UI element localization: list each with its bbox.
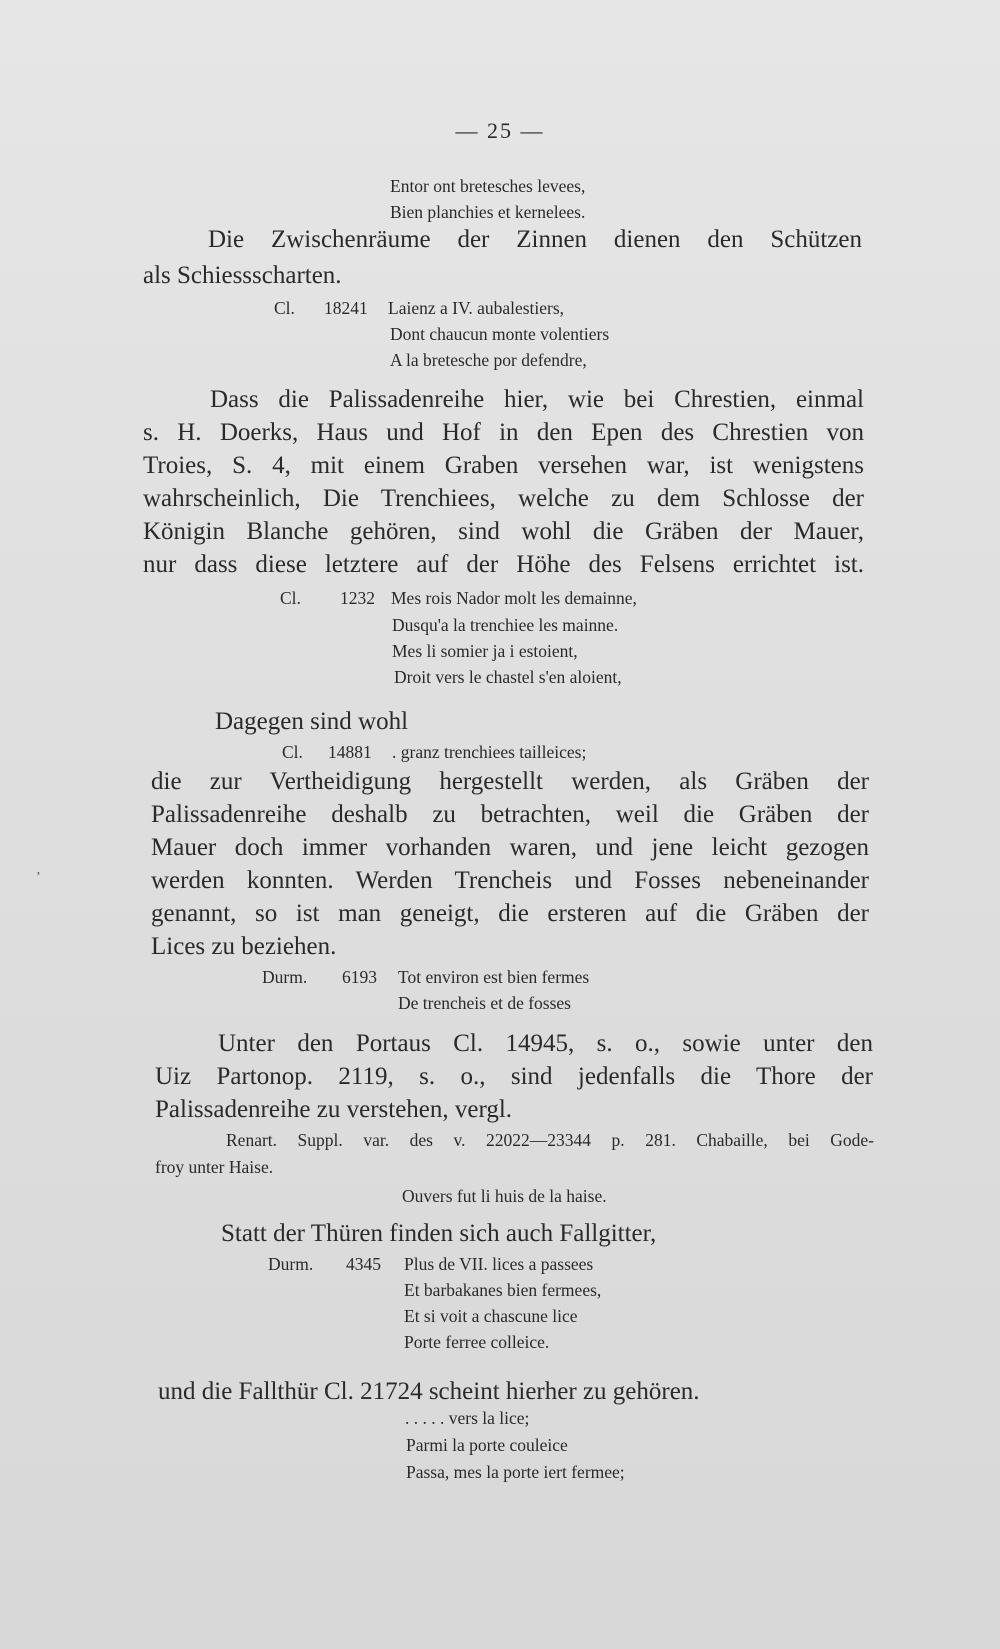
verse-line: Bien planchies et kernelees.	[390, 202, 586, 222]
verse-line: De trencheis et de fosses	[398, 993, 571, 1013]
verse-line: Droit vers le chastel s'en aloient,	[394, 667, 622, 687]
paragraph-line: als Schiessscharten.	[143, 262, 342, 289]
verse-line: Porte ferree colleice.	[404, 1332, 550, 1352]
paragraph-line: nur dass diese letztere auf der Höhe des Felsens errichtet ist.	[143, 551, 864, 578]
verse-line: A la bretesche por defendre,	[390, 350, 587, 370]
paragraph-line: und die Fallthür Cl. 21724 scheint hierher zu gehören.	[158, 1378, 700, 1405]
reference-source: Cl.	[274, 298, 295, 318]
paragraph-line: Palissadenreihe deshalb zu betrachten, weil die Gräben der	[151, 801, 869, 828]
reference-number: 18241	[324, 298, 368, 318]
verse-line: . . . . . vers la lice;	[405, 1408, 530, 1428]
paragraph-line: Dagegen sind wohl	[215, 708, 409, 735]
paragraph-line: Unter den Portaus Cl. 14945, s. o., sowie unter den	[218, 1030, 873, 1057]
paragraph-line: Uiz Partonop. 2119, s. o., sind jedenfalls die Thore der	[155, 1063, 873, 1090]
paragraph-line: Lices zu beziehen.	[151, 933, 337, 960]
paragraph-line: s. H. Doerks, Haus und Hof in den Epen des Chrestien von	[143, 419, 864, 446]
verse-line: Entor ont bretesches levees,	[390, 176, 586, 196]
paragraph-line: Palissadenreihe zu verstehen, vergl.	[155, 1096, 513, 1123]
verse-line: Dusqu'a la trenchiee les mainne.	[392, 615, 619, 635]
paragraph-line: Dass die Palissadenreihe hier, wie bei Chrestien, einmal	[210, 386, 864, 413]
reference-source: Cl.	[282, 742, 303, 762]
paragraph-line: Statt der Thüren finden sich auch Fallgitter,	[221, 1220, 657, 1247]
paragraph-line: wahrscheinlich, Die Trenchiees, welche zu dem Schlosse der	[143, 485, 864, 512]
verse-line: Tot environ est bien fermes	[398, 967, 590, 987]
verse-line: Et si voit a chascune lice	[404, 1306, 578, 1326]
reference-source: Durm.	[262, 967, 308, 987]
verse-line: . granz trenchiees tailleices;	[392, 742, 587, 762]
reference-number: 1232	[340, 588, 375, 608]
paragraph-line: werden konnten. Werden Trencheis und Fosses nebeneinander	[151, 867, 869, 894]
paragraph-line: Troies, S. 4, mit einem Graben versehen war, ist wenigstens	[143, 452, 864, 479]
note-line: froy unter Haise.	[155, 1157, 274, 1177]
verse-line: Dont chaucun monte volentiers	[390, 324, 610, 344]
verse-line: Passa, mes la porte iert fermee;	[406, 1462, 625, 1482]
verse-line: Mes li somier ja i estoient,	[392, 641, 578, 661]
verse-line: Et barbakanes bien fermees,	[404, 1280, 602, 1300]
paragraph-line: Mauer doch immer vorhanden waren, und jene leicht gezogen	[151, 834, 869, 861]
reference-source: Durm.	[268, 1254, 314, 1274]
paragraph-line: die zur Vertheidigung hergestellt werden, als Gräben der	[151, 768, 869, 795]
paragraph-line: Königin Blanche gehören, sind wohl die Gräben der Mauer,	[143, 518, 864, 545]
paragraph-line: genannt, so ist man geneigt, die ersteren auf die Gräben der	[151, 900, 869, 927]
note-line: Renart. Suppl. var. des v. 22022—23344 p. 281. Chabaille, bei Gode-	[226, 1130, 874, 1150]
verse-line: Laienz a IV. aubalestiers,	[388, 298, 565, 318]
reference-number: 6193	[342, 967, 377, 987]
reference-number: 14881	[328, 742, 372, 762]
verse-line: Plus de VII. lices a passees	[404, 1254, 594, 1274]
verse-line: Parmi la porte couleice	[406, 1435, 568, 1455]
verse-line: Ouvers fut li huis de la haise.	[402, 1186, 607, 1206]
print-speck: ʼ	[36, 870, 41, 885]
verse-line: Mes rois Nador molt les demainne,	[391, 588, 637, 608]
reference-source: Cl.	[280, 588, 301, 608]
page-number: — 25 —	[455, 118, 545, 143]
reference-number: 4345	[346, 1254, 381, 1274]
paragraph-line: Die Zwischenräume der Zinnen dienen den Schützen	[208, 226, 862, 253]
